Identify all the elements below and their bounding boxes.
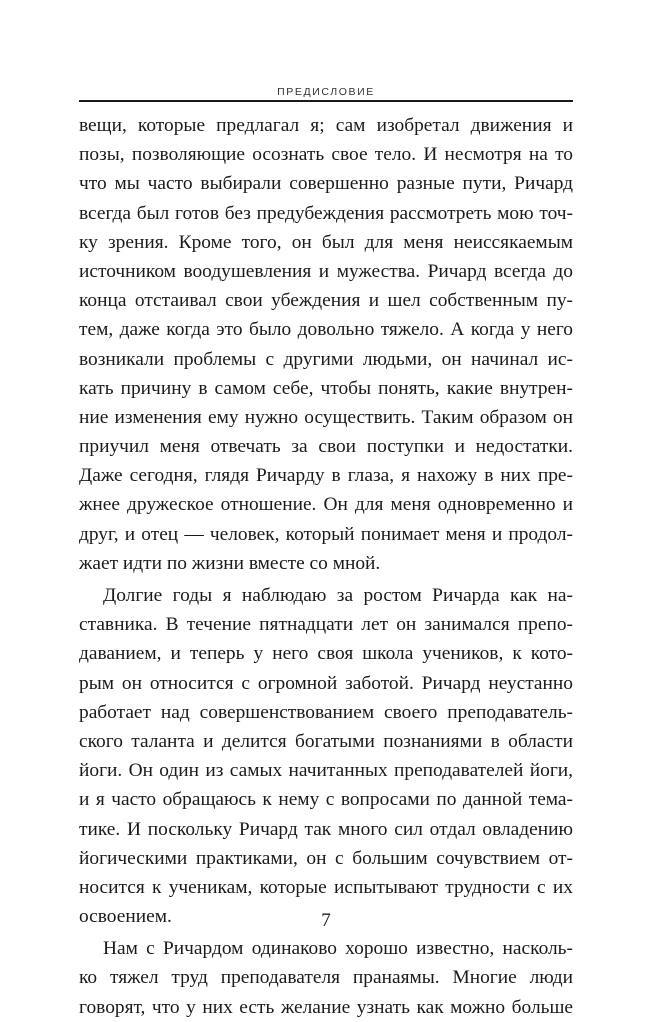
text-line: тем, даже когда это было довольно тяжело. А когда у него — [79, 319, 573, 341]
text-line: йогическими практиками, он с большим сочувствием от- — [79, 847, 573, 869]
text-line: тике. И поскольку Ричард так много сил отдал овладению — [79, 818, 573, 840]
text-line: Даже сегодня, глядя Ричарду в глаза, я нахожу в них пре- — [79, 465, 573, 487]
text-line: говорят, что у них есть желание узнать как можно больше — [79, 996, 573, 1018]
text-line: Нам с Ричардом одинаково хорошо известно, насколь- — [103, 938, 573, 960]
text-line: ского таланта и делится богатыми познаниями в области — [79, 730, 573, 752]
text-line: ку зрения. Кроме того, он был для меня неиссякаемым — [79, 231, 573, 253]
running-head: ПРЕДИСЛОВИЕ — [277, 86, 375, 98]
text-line: что мы часто выбирали совершенно разные пути, Ричард — [79, 173, 573, 195]
text-line: и я часто обращаюсь к нему с вопросами по данной тема- — [79, 789, 573, 811]
text-line: рым он относится с огромной заботой. Ричард неустанно — [79, 672, 573, 694]
text-line: вещи, которые предлагал я; сам изобретал движения и — [79, 115, 573, 136]
text-line: работает над совершенствованием своего преподаватель- — [79, 701, 573, 723]
text-line: друг, и отец — человек, который понимает меня и продол- — [79, 523, 573, 545]
text-line: приучил меня отвечать за свои поступки и недостатки. — [79, 436, 573, 458]
text-line: источником воодушевления и мужества. Ричард всегда до — [79, 260, 573, 282]
text-line: конца отстаивал свои убеждения и шел собственным пу- — [79, 290, 573, 312]
text-line: позы, позволяющие осознать свое тело. И несмотря на то — [79, 144, 573, 166]
text-line: возникали проблемы с другими людьми, он начинал ис- — [79, 348, 573, 370]
text-line: Долгие годы я наблюдаю за ростом Ричарда как на- — [103, 585, 573, 606]
text-line: ние изменения ему нужно осуществить. Таким образом он — [79, 406, 573, 428]
text-line: всегда был готов без предубеждения рассмотреть мою точ- — [79, 202, 573, 224]
page-number: 7 — [321, 910, 331, 931]
text-line: ко тяжел труд преподавателя пранаямы. Многие люди — [79, 967, 573, 989]
text-line: йоги. Он один из самых начитанных преподавателей йоги, — [79, 760, 573, 782]
text-line: жает идти по жизни вместе со мной. — [79, 552, 381, 574]
text-line: освоением. — [79, 906, 172, 928]
text-line: даванием, и теперь у него своя школа учеников, к кото- — [79, 643, 573, 665]
text-line: жнее дружеское отношение. Он для меня одновременно и — [79, 494, 573, 516]
body-text — [79, 111, 573, 1022]
text-line: носится к ученикам, которые испытывают трудности с их — [79, 876, 573, 898]
header-rule — [79, 100, 573, 102]
text-line: ставника. В течение пятнадцати лет он занимался препо- — [79, 614, 573, 636]
text-line: кать причину в самом себе, чтобы понять, какие внутрен- — [79, 377, 573, 399]
